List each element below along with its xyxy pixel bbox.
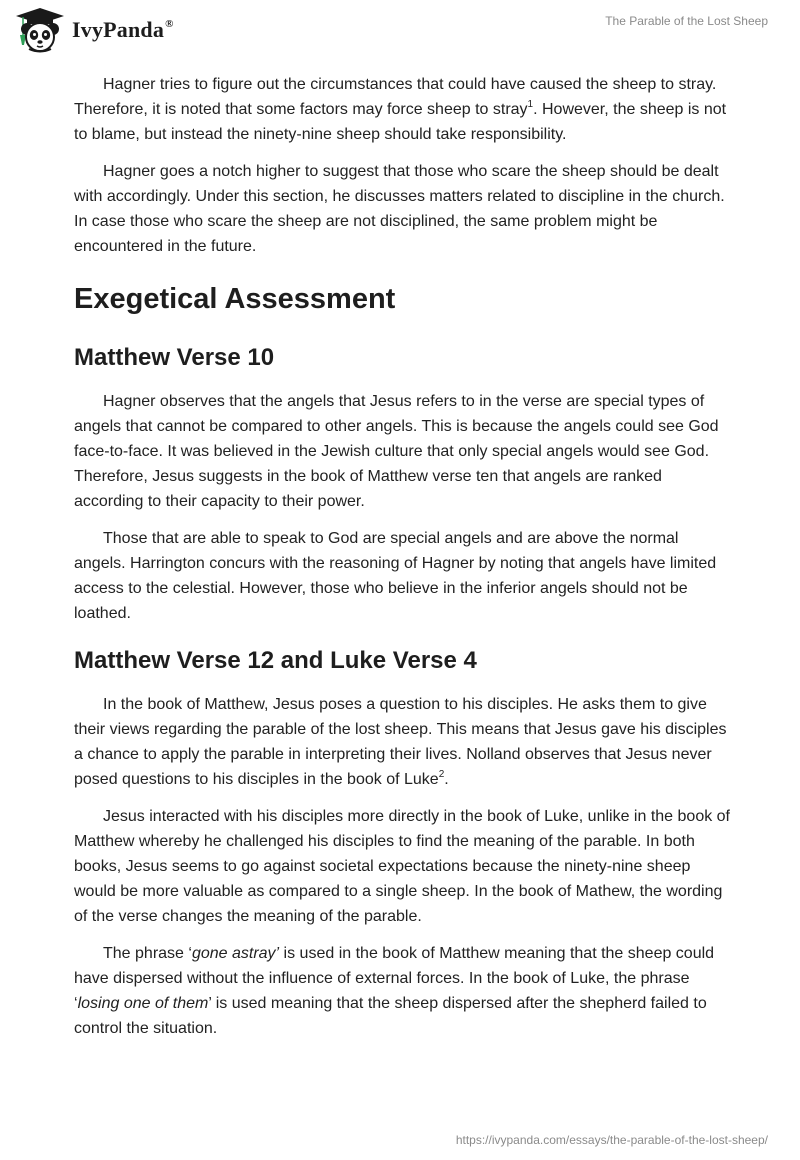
footnote-ref[interactable]: 1	[527, 99, 534, 110]
panda-graduate-icon	[15, 7, 65, 53]
paragraph: Hagner observes that the angels that Jesus refers to in the verse are special types of angels that cannot be compared to other angels. This is because the angels could see God face-to-face. It was believed in the Jewish culture that only special angels would see God. Therefore, Jesus suggests in the book of Matthew verse ten that angels are ranked according to their capacity to their power.	[74, 393, 719, 510]
footnote-ref[interactable]: 2	[438, 769, 445, 780]
document-title: The Parable of the Lost Sheep	[605, 14, 768, 28]
section-heading: Exegetical Assessment	[74, 283, 396, 315]
paragraph: In the book of Matthew, Jesus poses a question to his disciples. He asks them to give their views regarding the parable of the lost sheep. This means that Jesus gave his disciples a chance to apply the parable in interpreting their lives. Nolland observes that Jesus never posed questions to his disciples in the book of Luke$^2$.	[74, 696, 727, 788]
essay-body	[74, 72, 730, 1053]
paragraph: Jesus interacted with his disciples more directly in the book of Luke, unlike in the book of Matthew whereby he challenged his disciples to find the meaning of the parable. In both books, Jesus seems to go against societal expectations because the ninety-nine sheep would be more valuable as compared to a single sheep. In the book of Mathew, the wording of the verse changes the meaning of the parable.	[74, 808, 730, 925]
subsection-heading: Matthew Verse 10	[74, 344, 275, 371]
paragraph: Hagner goes a notch higher to suggest that those who scare the sheep should be dealt with accordingly. Under this section, he discusses matters related to discipline in the church. In case those who scare the sheep are not disciplined, the same problem might be encountered in the future.	[74, 163, 725, 255]
page-header	[0, 0, 800, 60]
paragraph: Hagner tries to figure out the circumstances that could have caused the sheep to stray. Therefore, it is noted that some factors may force sheep to stray$^1$. However, the sheep is not to blame, but instead the ninety-nine sheep should take responsibility.	[74, 76, 727, 143]
brand-name: IvyPanda®	[72, 17, 174, 42]
logo[interactable]	[15, 7, 174, 53]
paragraph: Those that are able to speak to God are special angels and are above the normal angels. Harrington concurs with the reasoning of Hagner by noting that angels have limited access to the celestial. However, those who believe in the inferior angels should not be loathed.	[74, 530, 717, 622]
paragraph: The phrase ‘gone astray’ is used in the book of Matthew meaning that the sheep could have dispersed without the influence of external forces. In the book of Luke, the phrase ‘losing one of them’ is used meaning that the sheep dispersed after the shepherd failed to control the situation.	[74, 945, 715, 1037]
source-url[interactable]: https://ivypanda.com/essays/the-parable-of-the-lost-sheep/	[455, 1133, 768, 1147]
subsection-heading: Matthew Verse 12 and Luke Verse 4	[74, 647, 477, 674]
